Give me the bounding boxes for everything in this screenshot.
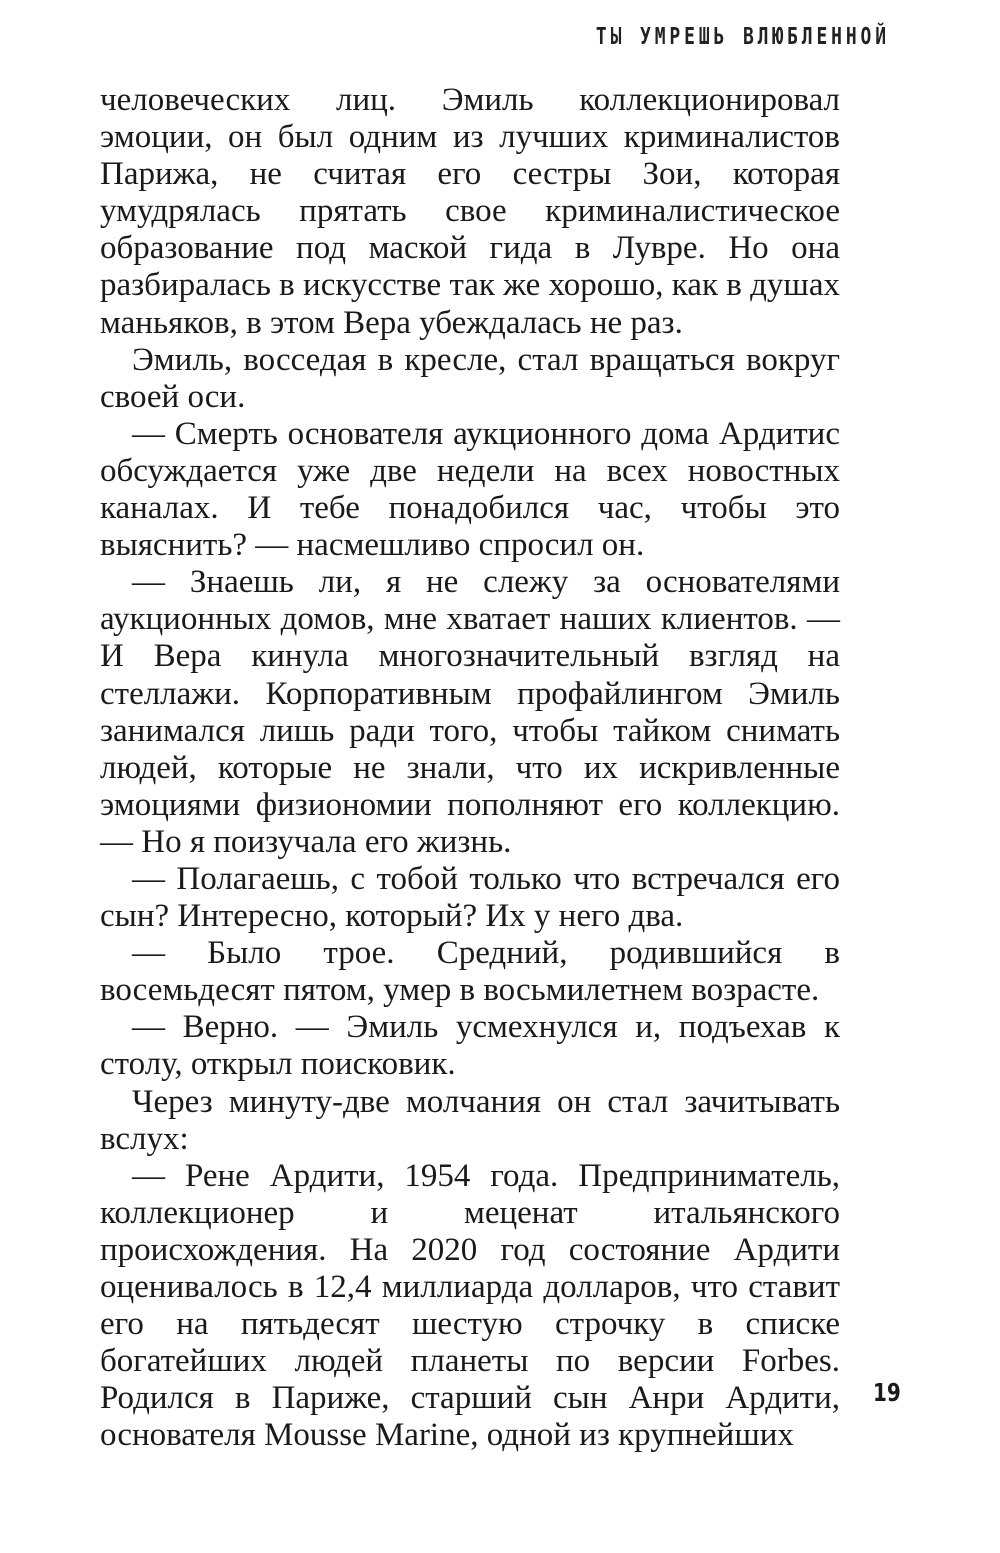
paragraph-7: — Верно. — Эмиль усмехнулся и, подъехав к столу, открыл поисковик. [100,1009,840,1083]
main-text-block [100,82,840,1454]
paragraph-2: Эмиль, восседая в кресле, стал вращаться вокруг своей оси. [100,341,840,415]
paragraph-5: — Полагаешь, с тобой только что встречался его сын? Интересно, который? Их у него два. [100,860,840,935]
page-number: 19 [873,1378,901,1407]
paragraph-9: — Рене Ардити, 1954 года. Предприниматель, коллекционер и меценат итальянского происхождения. На 2020 год состояние Ардити оценивалось в 12,4 миллиарда долларов, что ставит его на пятьдесят шестую строчку в списке богатейших людей планеты по версии Forbes. Родился в Париже, старший сын Анри Ардити, основателя Mousse Marine, одной из крупнейших [100,1157,840,1454]
paragraph-4: — Знаешь ли, я не слежу за основателями аукционных домов, мне хватает наших клиентов. — И Вера кинула многозначительный взгляд на стеллажи. Корпоративным профайлингом Эмиль занимался лишь ради того, чтобы тайком снимать людей, которые не знали, что их искривленные эмоциями физиономии пополняют его коллекцию. — Но я поизучала его жизнь. [100,564,840,860]
paragraph-6: — Было трое. Средний, родившийся в восемьдесят пятом, умер в восьмилетнем возрасте. [100,935,840,1009]
paragraph-1: человеческих лиц. Эмиль коллекционировал эмоции, он был одним из лучших криминалистов Парижа, не считая его сестры Зои, которая умудрялась прятать свое криминалистическое образование под маской гида в Лувре. Но она разбиралась в искусстве так же хорошо, как в душах маньяков, в этом Вера убеждалась не раз. [100,82,840,341]
running-header-title: ТЫ УМРЕШЬ ВЛЮБЛЕННОЙ [595,24,890,50]
paragraph-3: — Смерть основателя аукционного дома Ардитис обсуждается уже две недели на всех новостных каналах. И тебе понадобился час, чтобы это выяснить? — насмешливо спросил он. [100,415,840,564]
paragraph-8: Через минуту-две молчания он стал зачитывать вслух: [100,1083,840,1157]
